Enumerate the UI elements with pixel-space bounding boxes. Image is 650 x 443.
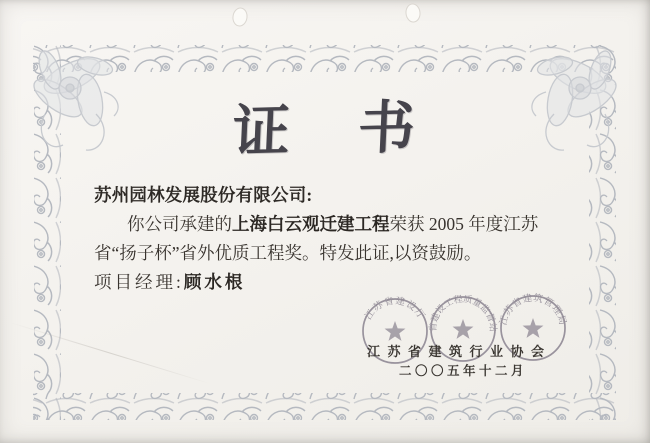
star-icon xyxy=(453,319,474,339)
certificate-title: 证 书 xyxy=(231,96,419,165)
recipient-name: 苏州园林发展股份有限公司: xyxy=(94,185,313,205)
punch-hole-icon xyxy=(232,7,248,27)
manager-label: 项目经理: xyxy=(94,272,184,292)
border-bottom xyxy=(33,393,617,420)
star-icon xyxy=(523,318,544,338)
project-name: 上海白云观迁建工程 xyxy=(232,214,390,234)
star-icon xyxy=(385,321,406,341)
body-line-2: 省“扬子杯”省外优质工程奖。特发此证,以资鼓励。 xyxy=(94,243,482,263)
svg-text:江苏省建筑管理局: 江苏省建筑管理局 xyxy=(498,293,568,327)
issue-date: 二〇〇五年十二月 xyxy=(399,364,528,378)
certificate-body xyxy=(94,181,578,297)
punch-hole-icon xyxy=(405,3,421,22)
manager-line xyxy=(94,268,578,297)
issuer-name: 江苏省建筑行业协会 xyxy=(367,344,552,359)
body-line-1 xyxy=(94,210,578,239)
border-top xyxy=(33,45,617,72)
paper-crease xyxy=(10,322,211,384)
svg-text:省建设工程质量监督站: 省建设工程质量监督站 xyxy=(427,293,499,333)
manager-name: 顾水根 xyxy=(183,272,246,292)
body-suffix: 荣获 2005 年度江苏 xyxy=(389,214,539,234)
body-prefix: 你公司承建的 xyxy=(127,214,232,234)
svg-text:江苏省建设厅: 江苏省建设厅 xyxy=(363,296,427,322)
